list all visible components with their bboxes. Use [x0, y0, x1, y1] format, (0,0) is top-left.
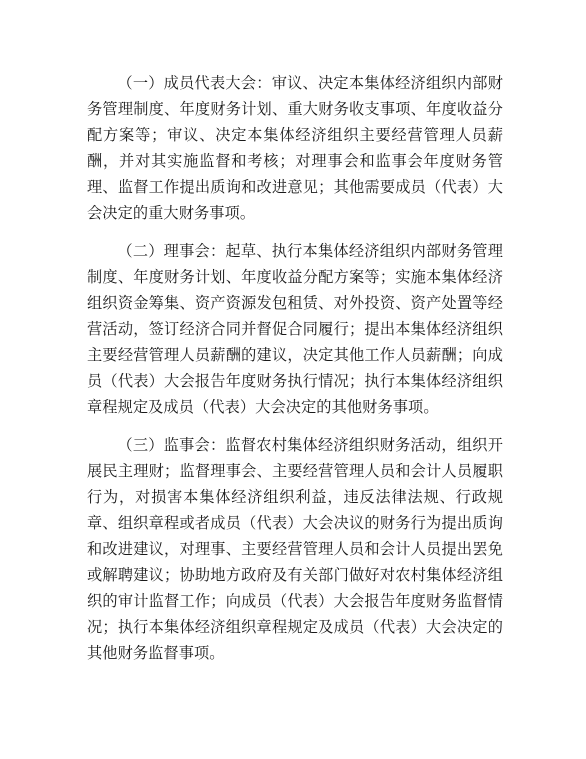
paragraph-board-of-supervisors: （三）监事会：监督农村集体经济组织财务活动，组织开展民主理财；监督理事会、主要经营管理人员和会计人员履职行为，对损害本集体经济组织利益，违反法律法规、行政规章、组织章程或者成员（代表）大会决议的财务行为提出质询和改进建议，对理事、主要经营管理人员和会计人员提出罢免或解聘建议；协助地方政府及有关部门做好对农村集体经济组织的审计监督工作；向成员（代表）大会报告年度财务监督情况；执行本集体经济组织章程规定及成员（代表）大会决定的其他财务监督事项。 — [87, 436, 503, 662]
paragraph-board-of-directors: （二）理事会：起草、执行本集体经济组织内部财务管理制度、年度财务计划、年度收益分配方案等；实施本集体经济组织资金筹集、资产资源发包租赁、对外投资、资产处置等经营活动，签订经济合同并督促合同履行；提出本集体经济组织主要经营管理人员薪酬的建议，决定其他工作人员薪酬；向成员（代表）大会报告年度财务执行情况；执行本集体经济组织章程规定及成员（代表）大会决定的其他财务事项。 — [87, 242, 503, 416]
document-page — [87, 70, 503, 678]
paragraph-members-congress: （一）成员代表大会：审议、决定本集体经济组织内部财务管理制度、年度财务计划、重大财务收支事项、年度收益分配方案等；审议、决定本集体经济组织主要经营管理人员薪酬，并对其实施监督和考核；对理事会和监事会年度财务管理、监督工作提出质询和改进意见；其他需要成员（代表）大会决定的重大财务事项。 — [87, 74, 503, 222]
